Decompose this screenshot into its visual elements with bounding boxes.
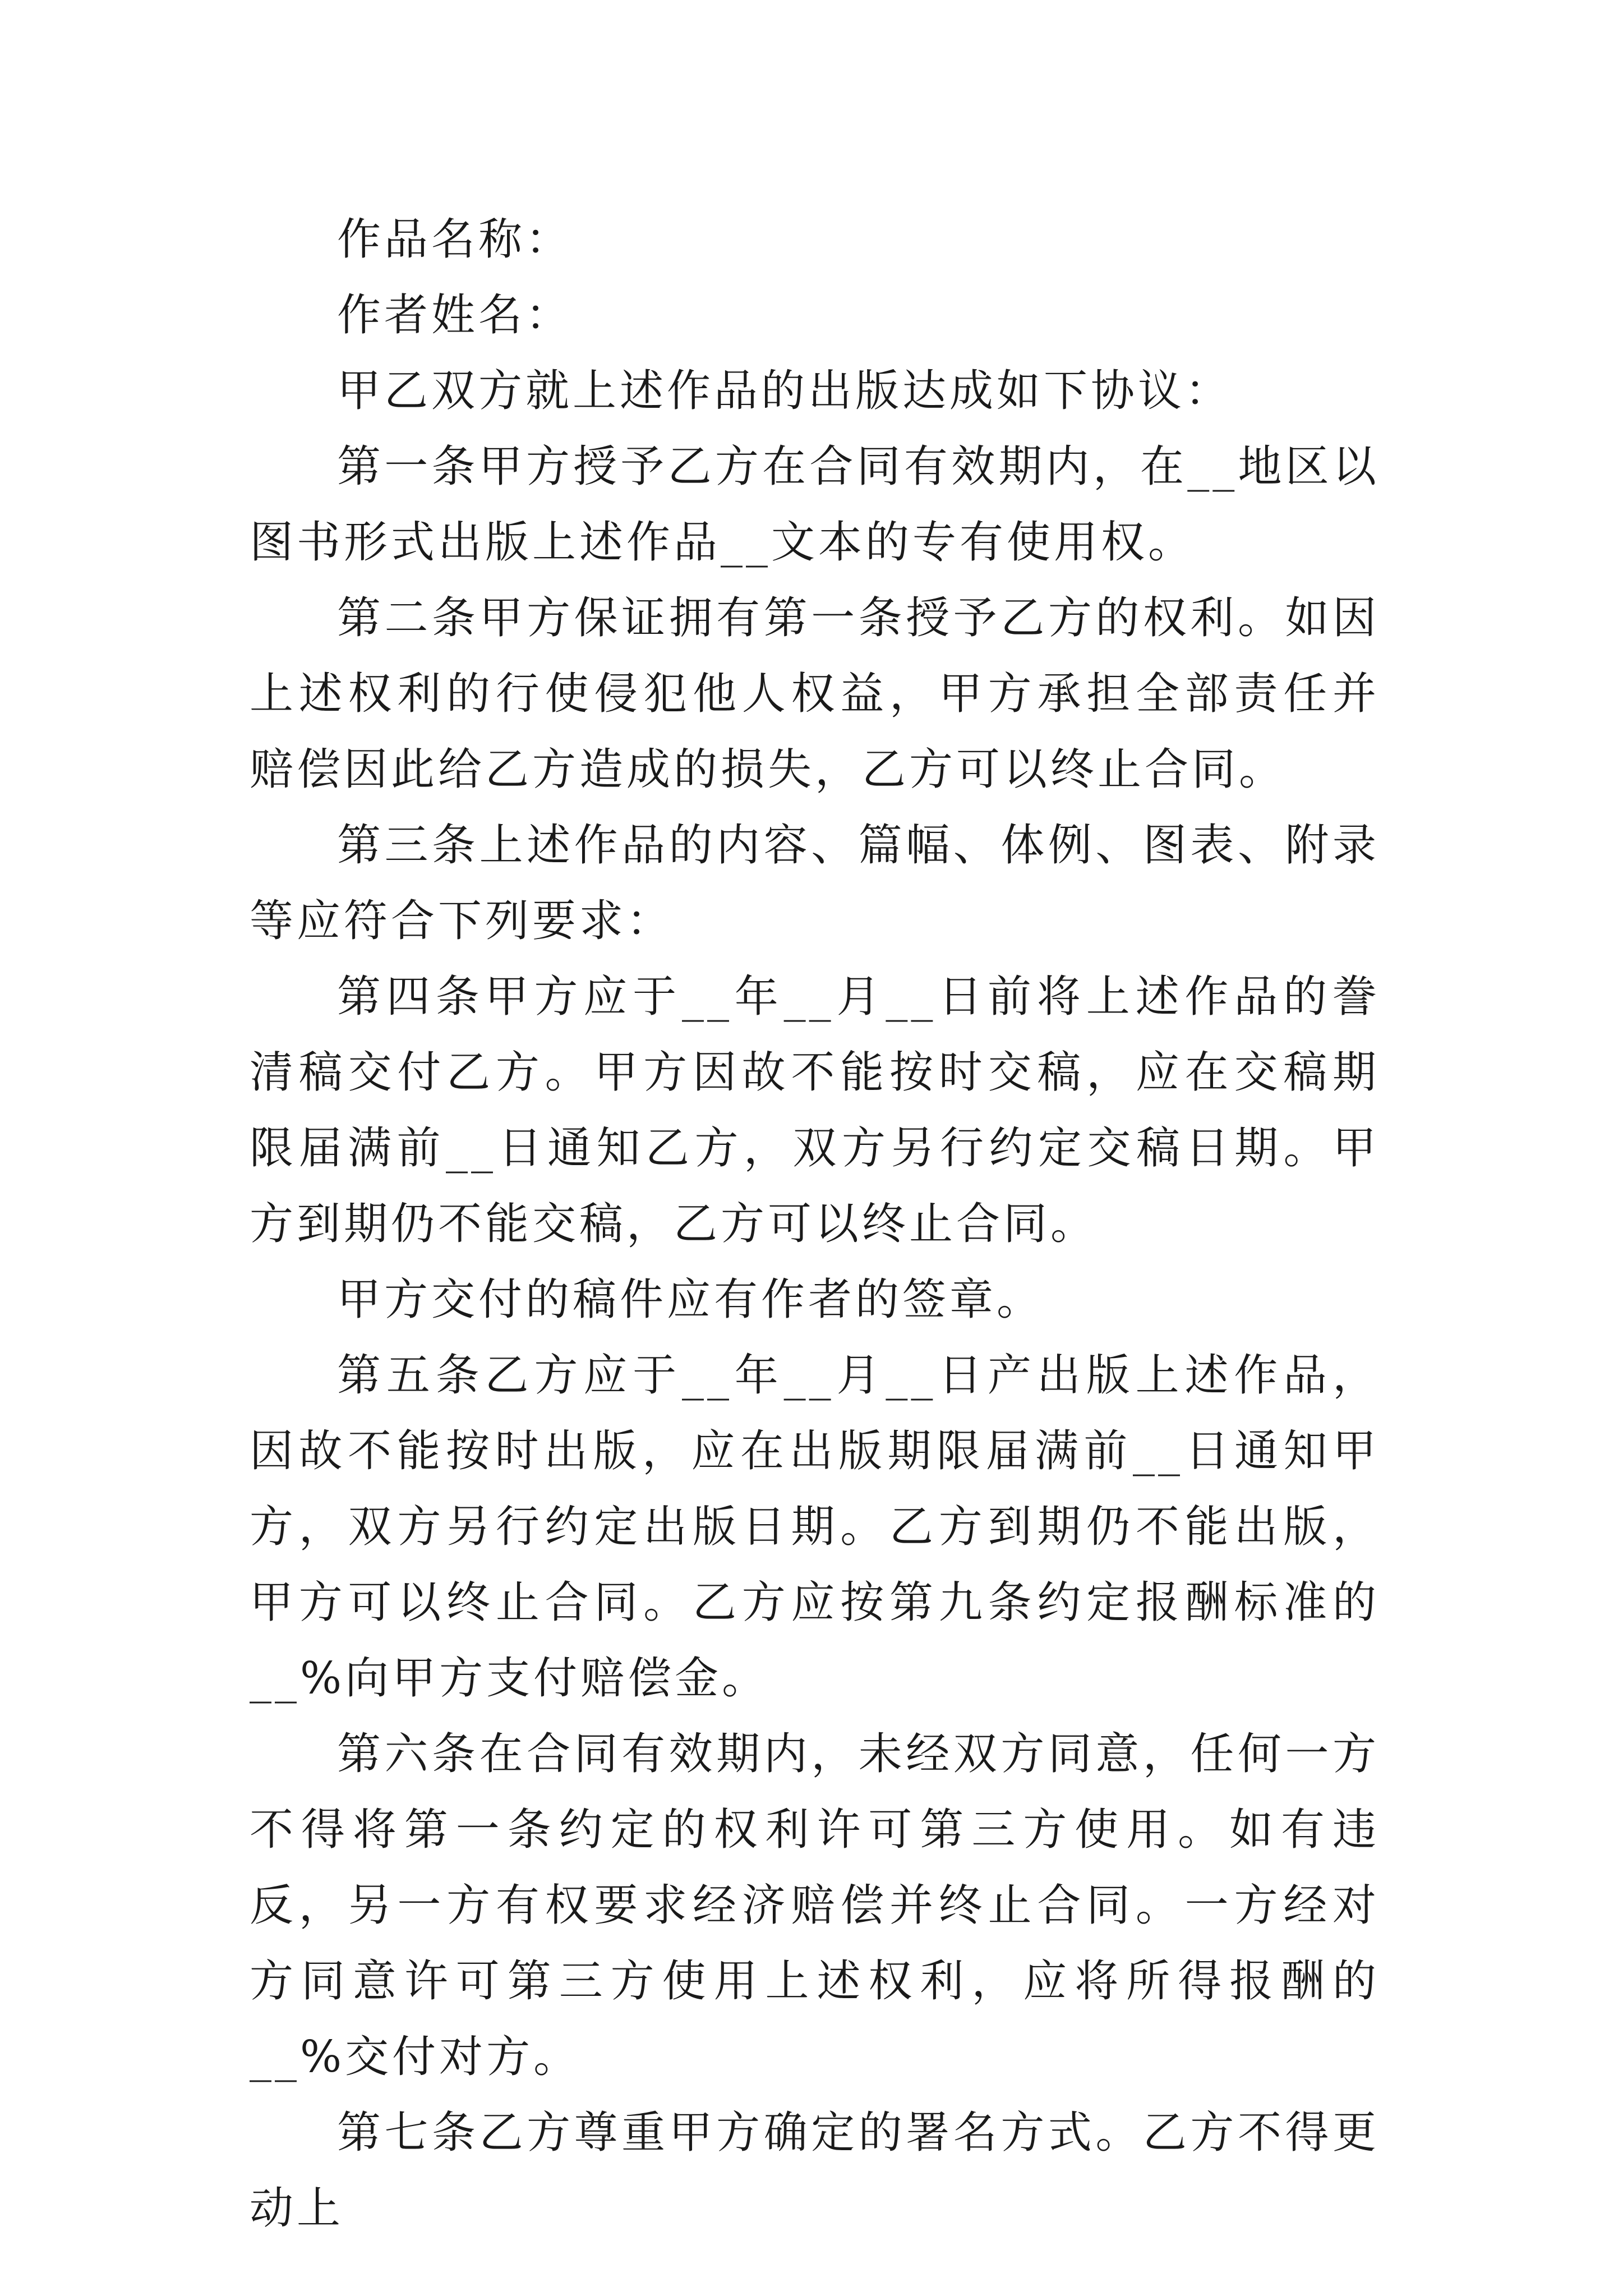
paragraph-article-2: 第二条甲方保证拥有第一条授予乙方的权利。如因上述权利的行使侵犯他人权益，甲方承担全部责任并赔偿因此给乙方造成的损失，乙方可以终止合同。 (250, 593, 1380, 795)
document-body (250, 202, 1380, 2247)
paragraph-article-7: 第七条乙方尊重甲方确定的署名方式。乙方不得更动上 (250, 2108, 1380, 2234)
paragraph-signature-note: 甲方交付的稿件应有作者的签章。 (337, 1274, 1044, 1325)
paragraph-article-4: 第四条甲方应于__年__月__日前将上述作品的誊清稿交付乙方。甲方因故不能按时交稿，应在交稿期限届满前__日通知乙方，双方另行约定交稿日期。甲方到期仍不能交稿，乙方可以终止合同。 (250, 972, 1380, 1249)
paragraph-article-6: 第六条在合同有效期内，未经双方同意，任何一方不得将第一条约定的权利许可第三方使用。如有违反，另一方有权要求经济赔偿并终止合同。一方经对方同意许可第三方使用上述权利，应将所得报酬的__%交付对方。 (250, 1729, 1380, 2082)
paragraph-article-1: 第一条甲方授予乙方在合同有效期内，在__地区以图书形式出版上述作品__文本的专有使用权。 (250, 441, 1380, 568)
paragraph-article-3: 第三条上述作品的内容、篇幅、体例、图表、附录等应符合下列要求： (250, 820, 1380, 946)
paragraph-work-title: 作品名称： (337, 214, 573, 265)
paragraph-author-name: 作者姓名： (337, 290, 573, 341)
paragraph-article-5: 第五条乙方应于__年__月__日产出版上述作品，因故不能按时出版，应在出版期限届满前__日通知甲方，双方另行约定出版日期。乙方到期仍不能出版，甲方可以终止合同。乙方应按第九条约定报酬标准的__%向甲方支付赔偿金。 (250, 1350, 1380, 1704)
paragraph-agreement-intro: 甲乙双方就上述作品的出版达成如下协议： (337, 366, 1233, 416)
